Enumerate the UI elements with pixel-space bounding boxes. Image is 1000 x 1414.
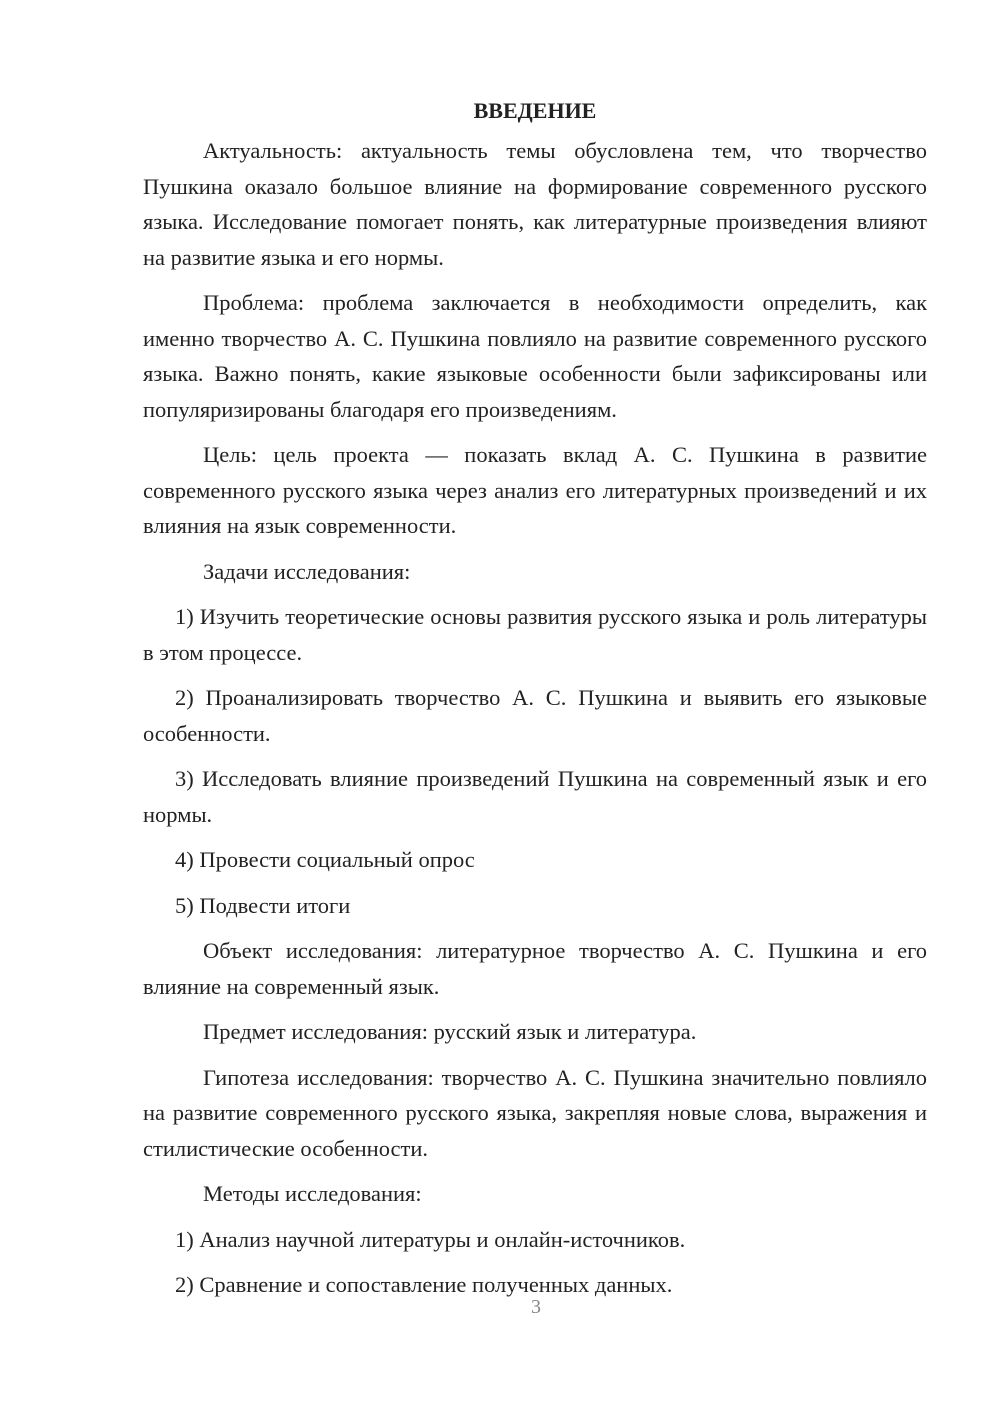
paragraph-relevance: Актуальность: актуальность темы обусловлена тем, что творчество Пушкина оказало большое влияние на формирование современного русского языка. Исследование помогает понять, как литературные произведения влияют на развитие языка и его нормы. xyxy=(143,138,927,270)
paragraph-goal: Цель: цель проекта — показать вклад А. С. Пушкина в развитие современного русского языка через анализ его литературных произведений и их влияния на язык современности. xyxy=(143,442,927,538)
method-item-2: 2) Сравнение и сопоставление полученных данных. xyxy=(175,1272,673,1297)
task-item-2: 2) Проанализировать творчество А. С. Пушкина и выявить его языковые особенности. xyxy=(143,685,927,746)
page-content xyxy=(143,93,927,1313)
task-item-1: 1) Изучить теоретические основы развития русского языка и роль литературы в этом процессе. xyxy=(143,604,927,665)
page-number: 3 xyxy=(531,1296,541,1318)
task-item-3: 3) Исследовать влияние произведений Пушкина на современный язык и его нормы. xyxy=(143,766,927,827)
task-item-4: 4) Провести социальный опрос xyxy=(175,847,475,872)
page-heading: ВВЕДЕНИЕ xyxy=(473,98,597,123)
paragraph-problem: Проблема: проблема заключается в необходимости определить, как именно творчество А. С. Пушкина повлияло на развитие современного русского языка. Важно понять, какие языковые особенности были зафиксированы или популяризированы благодаря его произведениям. xyxy=(143,290,927,422)
tasks-heading: Задачи исследования: xyxy=(203,558,411,584)
paragraph-hypothesis: Гипотеза исследования: творчество А. С. Пушкина значительно повлияло на развитие современного русского языка, закрепляя новые слова, выражения и стилистические особенности. xyxy=(143,1064,927,1161)
paragraph-object: Объект исследования: литературное творчество А. С. Пушкина и его влияние на современный язык. xyxy=(143,938,927,999)
methods-heading: Методы исследования: xyxy=(203,1181,422,1206)
method-item-1: 1) Анализ научной литературы и онлайн-источников. xyxy=(175,1226,686,1252)
paragraph-subject: Предмет исследования: русский язык и литература. xyxy=(203,1019,697,1044)
task-item-5: 5) Подвести итоги xyxy=(175,892,351,918)
